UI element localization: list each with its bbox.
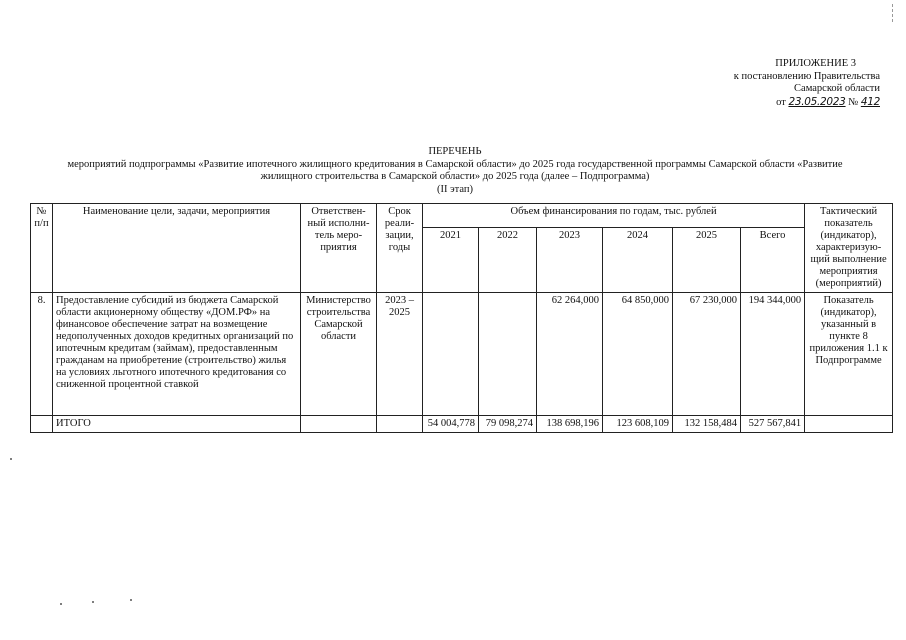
- title-line-1: мероприятий подпрограммы «Развитие ипотечного жилищного кредитования в Самарской области» до 2025 года государственной программы Самарской области «Развитие: [67, 158, 843, 170]
- date-value: 23.05.2023: [788, 95, 846, 108]
- row-value-total: 194 344,000: [741, 293, 805, 416]
- table-row: [31, 293, 893, 416]
- scan-speck: [92, 601, 94, 603]
- header-year-total: Всего: [741, 228, 805, 293]
- appendix-title: ПРИЛОЖЕНИЕ 3: [775, 58, 856, 69]
- row-value-2022: [479, 293, 537, 416]
- appendix-header: [640, 58, 880, 109]
- total-value-2025: 132 158,484: [673, 416, 741, 433]
- row-value-2024: 64 850,000: [603, 293, 673, 416]
- header-year-2023: 2023: [537, 228, 603, 293]
- row-executor: Министерство строительства Самарской области: [301, 293, 377, 416]
- total-row: [31, 416, 893, 433]
- appendix-line-3: Самарской области: [794, 83, 880, 94]
- row-term: 2023 – 2025: [377, 293, 423, 416]
- row-num: 8.: [31, 293, 53, 416]
- total-value-2024: 123 608,109: [603, 416, 673, 433]
- header-name: Наименование цели, задачи, мероприятия: [53, 204, 301, 293]
- row-name: Предоставление субсидий из бюджета Самарской области акционерному обществу «ДОМ.РФ» на финансовое обеспечение затрат на возмещение недополученных доходов кредитных организаций по ипотечным кредитам (займам), предоставленным гражданам на приобретение (строительство) жилья на условиях льготного ипотечного кредитования со сниженной процентной ставкой: [53, 293, 301, 416]
- date-prefix: от: [776, 96, 786, 108]
- header-indicator: Тактический показатель (индикатор), характеризую-щий выполнение мероприятия (мероприятий): [805, 204, 893, 293]
- total-value-2022: 79 098,274: [479, 416, 537, 433]
- number-prefix: №: [848, 96, 859, 108]
- appendix-date-line: [640, 96, 880, 110]
- header-year-2024: 2024: [603, 228, 673, 293]
- header-funding: Объем финансирования по годам, тыс. рублей: [423, 204, 805, 228]
- row-indicator: Показатель (индикатор), указанный в пункте 8 приложения 1.1 к Подпрограмме: [805, 293, 893, 416]
- header-term: Срок реали-зации, годы: [377, 204, 423, 293]
- appendix-line-2: к постановлению Правительства: [733, 70, 880, 82]
- row-value-2023: 62 264,000: [537, 293, 603, 416]
- header-year-2025: 2025: [673, 228, 741, 293]
- header-num: № п/п: [31, 204, 53, 293]
- title-line-2: жилищного строительства в Самарской области» до 2025 года (далее – Подпрограмма): [260, 171, 650, 182]
- measures-table: [30, 203, 893, 433]
- title-heading: ПЕРЕЧЕНЬ: [428, 146, 482, 157]
- table-header-row: [31, 204, 893, 228]
- total-label: ИТОГО: [53, 416, 301, 433]
- header-year-2021: 2021: [423, 228, 479, 293]
- total-value-2021: 54 004,778: [423, 416, 479, 433]
- title-stage: (II этап): [437, 183, 473, 195]
- total-value-total: 527 567,841: [741, 416, 805, 433]
- total-value-2023: 138 698,196: [537, 416, 603, 433]
- row-value-2025: 67 230,000: [673, 293, 741, 416]
- scan-edge-mark: [892, 4, 894, 22]
- scan-speck: [60, 603, 62, 605]
- row-value-2021: [423, 293, 479, 416]
- document-title: [40, 146, 870, 196]
- scan-speck: [130, 599, 132, 601]
- number-value: 412: [860, 95, 880, 108]
- scan-speck: [10, 458, 12, 460]
- header-executor: Ответствен-ный исполни-тель меро-приятия: [301, 204, 377, 293]
- header-year-2022: 2022: [479, 228, 537, 293]
